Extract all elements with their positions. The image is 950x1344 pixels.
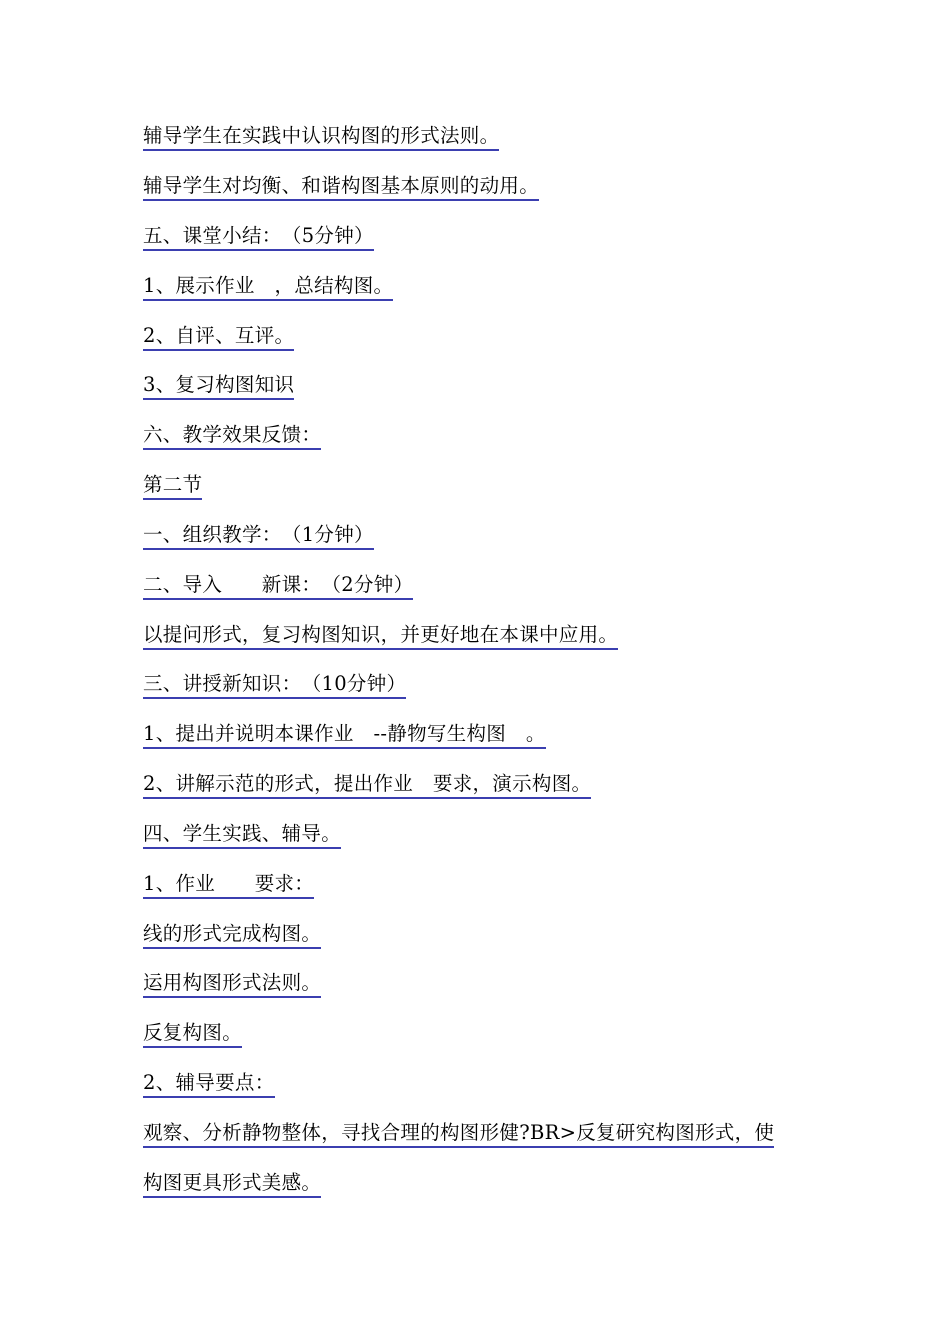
section-heading: 五、课堂小结： （5分钟） (143, 224, 374, 251)
list-item: 1、展示作业 ，总结构图。 (143, 274, 393, 301)
section-heading: 三、讲授新知识： （10分钟） (143, 672, 406, 699)
section-heading: 二、导入 新课： （2分钟） (143, 573, 413, 600)
list-item: 2、自评、互评。 (143, 324, 294, 351)
text-line: 线的形式完成构图。 (143, 922, 321, 949)
section-title: 第二节 (143, 473, 202, 500)
section-heading: 六、教学效果反馈： (143, 423, 321, 450)
text-line: 辅导学生对均衡、和谐构图基本原则的动用。 (143, 174, 539, 201)
list-item: 1、作业 要求： (143, 872, 314, 899)
list-item: 2、辅导要点： (143, 1071, 275, 1098)
list-item: 3、复习构图知识 (143, 373, 294, 400)
text-line: 构图更具形式美感。 (143, 1171, 321, 1198)
list-item: 1、提出并说明本课作业 --静物写生构图 。 (143, 722, 546, 749)
text-line: 运用构图形式法则。 (143, 971, 321, 998)
text-line: 以提问形式，复习构图知识，并更好地在本课中应用。 (143, 623, 618, 650)
text-line: 反复构图。 (143, 1021, 242, 1048)
section-heading: 一、组织教学： （1分钟） (143, 523, 374, 550)
text-line: 观察、分析静物整体，寻找合理的构图形健?BR>反复研究构图形式，使 (143, 1121, 774, 1148)
list-item: 2、讲解示范的形式，提出作业 要求，演示构图。 (143, 772, 591, 799)
text-line: 辅导学生在实践中认识构图的形式法则。 (143, 124, 499, 151)
section-heading: 四、学生实践、辅导。 (143, 822, 341, 849)
